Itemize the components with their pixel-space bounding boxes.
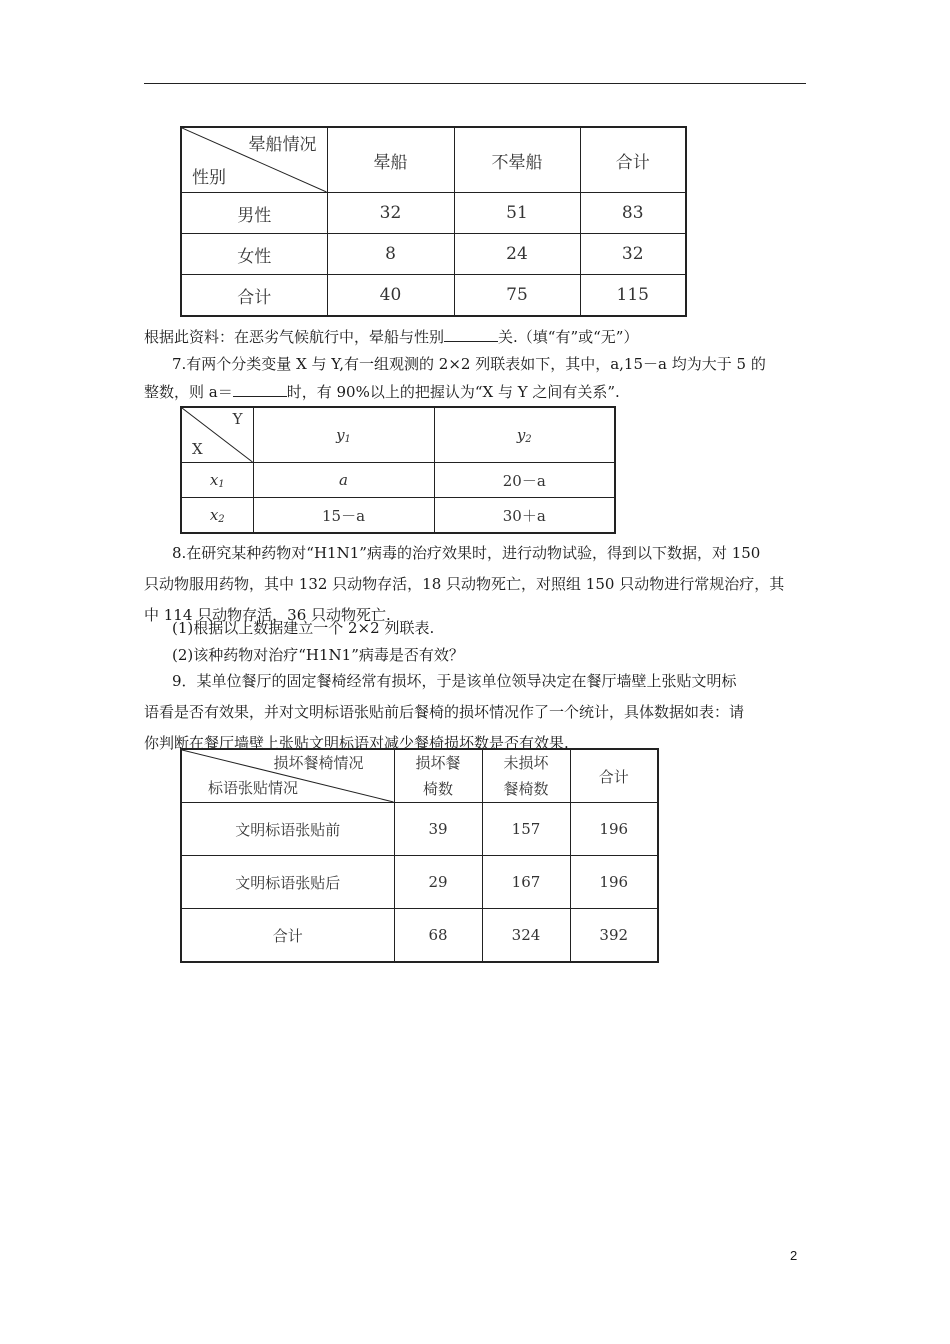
table-header-row: [181, 127, 686, 193]
corner-top-label: 损坏餐椅情况: [273, 754, 364, 772]
table-cell: 15－a: [253, 498, 434, 534]
row-label: 合计: [181, 909, 394, 963]
table-cell: a: [253, 463, 434, 498]
row-label: 女性: [181, 234, 327, 275]
table-cell: 29: [394, 856, 482, 909]
row-label: 文明标语张贴前: [181, 803, 394, 856]
row-label: 合计: [181, 275, 327, 317]
table-cell: 8: [327, 234, 454, 275]
table-cell: 32: [580, 234, 686, 275]
diagonal-header-cell: [181, 749, 394, 803]
corner-bottom-label: X: [192, 440, 203, 458]
table-cell: 196: [570, 803, 658, 856]
column-header: 晕船: [327, 127, 454, 193]
table-header-row: [181, 407, 615, 463]
column-header: 合计: [570, 749, 658, 803]
column-header: 损坏餐 椅数: [394, 749, 482, 803]
question-8-part-1: (1)根据以上数据建立一个 2×2 列联表.: [172, 619, 435, 637]
table-row: [181, 193, 686, 234]
corner-top-label: 晕船情况: [248, 135, 317, 155]
table-cell: 83: [580, 193, 686, 234]
table-cell: 68: [394, 909, 482, 963]
seasickness-conclusion: 根据此资料：在恶劣气候航行中，晕船与性别 关.（填“有”或“无”）: [144, 322, 806, 353]
corner-top-label: Y: [232, 410, 243, 428]
row-label: 文明标语张贴后: [181, 856, 394, 909]
column-header: 合计: [580, 127, 686, 193]
diagonal-header-cell: [181, 407, 253, 463]
table-row: [181, 463, 615, 498]
question-7-line2: 整数，则 a＝ 时，有 90%以上的把握认为“X 与 Y 之间有关系”.: [144, 377, 806, 408]
seasickness-table: [180, 126, 687, 317]
table-cell: 324: [482, 909, 570, 963]
chair-damage-table: [180, 748, 659, 963]
page-number: 2: [790, 1248, 798, 1263]
question-8: 8.在研究某种药物对“H1N1”病毒的治疗效果时，进行动物试验，得到以下数据，对 150 只动物服用药物，其中 132 只动物存活，18 只动物死亡，对照组 150 只动物进行常规治疗，其 中 114 只动物存活，36 只动物死亡.: [144, 544, 785, 624]
question-7: 7.有两个分类变量 X 与 Y,有一组观测的 2×2 列联表如下，其中，a,15－a 均为大于 5 的: [172, 355, 766, 373]
table-cell: 157: [482, 803, 570, 856]
table-row: [181, 234, 686, 275]
table-row: [181, 275, 686, 317]
table-cell: 24: [454, 234, 580, 275]
column-header: 不晕船: [454, 127, 580, 193]
header-rule: [144, 83, 806, 84]
table-cell: 30＋a: [434, 498, 615, 534]
table-header-row: [181, 749, 658, 803]
column-header: $y_1$: [253, 407, 434, 463]
row-label: 男性: [181, 193, 327, 234]
table-cell: 39: [394, 803, 482, 856]
table-cell: 167: [482, 856, 570, 909]
table-cell: 196: [570, 856, 658, 909]
table-cell: 115: [580, 275, 686, 317]
row-label: $x_1$: [181, 463, 253, 498]
corner-bottom-label: 性别: [192, 168, 226, 188]
table-row: [181, 498, 615, 534]
table-cell: 392: [570, 909, 658, 963]
diagonal-header-cell: [181, 127, 327, 193]
table-cell: 75: [454, 275, 580, 317]
table-cell: 51: [454, 193, 580, 234]
corner-bottom-label: 标语张贴情况: [208, 779, 299, 797]
column-header: $y_2$: [434, 407, 615, 463]
row-label: $x_2$: [181, 498, 253, 534]
column-header: 未损坏 餐椅数: [482, 749, 570, 803]
table-row: [181, 803, 658, 856]
table-row: [181, 909, 658, 963]
table-cell: 20－a: [434, 463, 615, 498]
question-9: 9．某单位餐厅的固定餐椅经常有损坏，于是该单位领导决定在餐厅墙壁上张贴文明标 语看是否有效果，并对文明标语张贴前后餐椅的损坏情况作了一个统计，具体数据如表：请 你判断在餐厅墙壁上张贴文明标语对减少餐椅损坏数是否有效果.: [144, 672, 745, 752]
table-row: [181, 856, 658, 909]
contingency-table-xy: [180, 406, 616, 534]
table-cell: 32: [327, 193, 454, 234]
question-8-part-2: (2)该种药物对治疗“H1N1”病毒是否有效？: [172, 646, 464, 664]
table-cell: 40: [327, 275, 454, 317]
fill-in-blank: [444, 323, 498, 342]
fill-in-blank: [233, 378, 287, 397]
